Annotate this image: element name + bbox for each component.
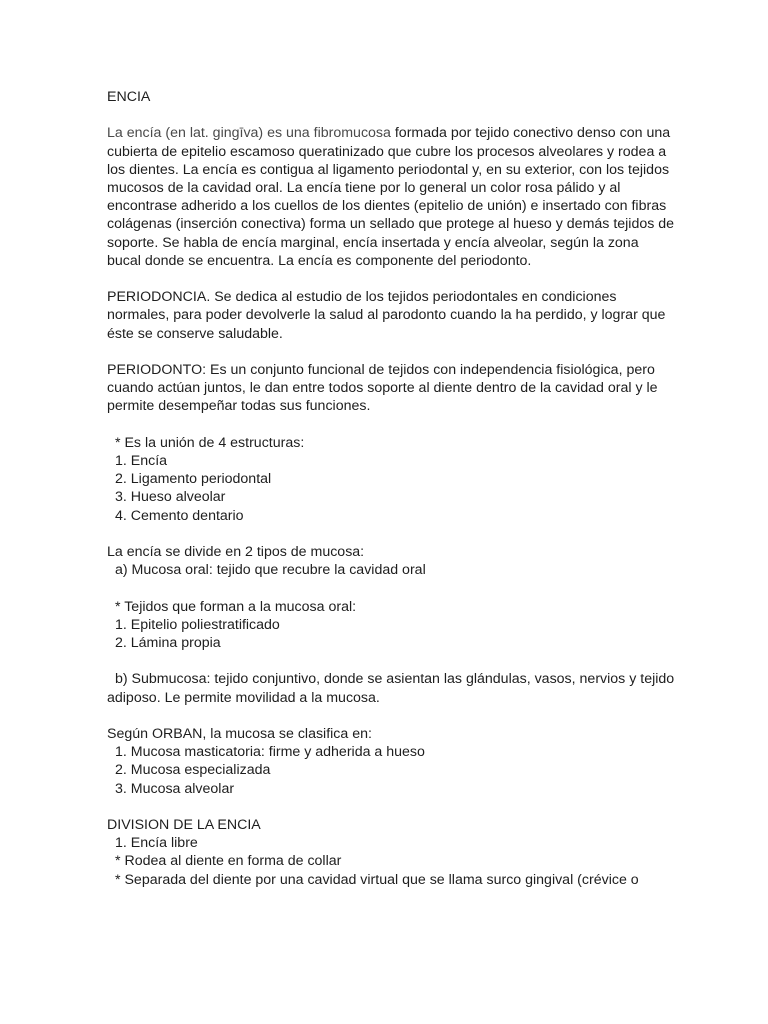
heading-encia: ENCIA <box>107 89 151 105</box>
list-item: 2. Ligamento periodontal <box>115 471 272 488</box>
paragraph-orban: Según ORBAN, la mucosa se clasifica en: 1. Mucosa masticatoria: firme y adherida a hueso 2. Mucosa especializada 3. Mucosa alveolar <box>107 725 667 798</box>
paragraph-periodoncia: PERIODONCIA. Se dedica al estudio de los tejidos periodontales en condiciones normales, para poder devolverle la salud al parodonto cuando la ha perdido, y lograr que éste se conserve saludable. <box>107 289 666 342</box>
list-item: 1. Encía <box>115 453 168 469</box>
list-item: * Rodea al diente en forma de collar <box>115 853 342 870</box>
list-item: 2. Mucosa especializada <box>115 762 271 779</box>
paragraph-periodonto: PERIODONTO: Es un conjunto funcional de tejidos con independencia fisiológica, pero cuando actúan juntos, le dan entre todos soporte al diente dentro de la cavidad oral y le permite desempeñar todas sus funciones. <box>107 362 658 415</box>
paragraph-submucosa: b) Submucosa: tejido conjuntivo, donde se asientan las glándulas, vasos, nervios y tejido adiposo. Le permite movilidad a la mucosa. <box>107 671 675 706</box>
document-page <box>107 88 675 889</box>
paragraph-encia: La encía (en lat. gingīva) es una fibromucosa formada por tejido conectivo denso con una cubierta de epitelio escamoso queratinizado que cubre los procesos alveolares y rodea a los dientes. La encía es contigua al ligamento periodontal y, en su exterior, con los tejidos mucosos de la cavidad oral. La encía tiene por lo general un color rosa pálido y al encontrase adherido a los cuellos de los dientes (epitelio de unión) e insertado con fibras colágenas (inserción conectiva) forma un sellado que protege al hueso y demás tejidos de soporte. Se habla de encía marginal, encía insertada y encía alveolar, según la zona bucal donde se encuentra. La encía es componente del periodonto. <box>107 125 675 269</box>
list-item: 1. Encía libre <box>115 835 198 852</box>
list-item: 3. Mucosa alveolar <box>115 780 235 797</box>
paragraph-mucosa: La encía se divide en 2 tipos de mucosa: a) Mucosa oral: tejido que recubre la cavidad oral <box>107 544 426 579</box>
list-item: * Tejidos que forman a la mucosa oral: <box>115 598 357 615</box>
list-item: * Separada del diente por una cavidad virtual que se llama surco gingival (crévice o <box>115 871 639 888</box>
section-division <box>107 816 667 889</box>
list-estructuras <box>107 434 667 525</box>
list-item: 4. Cemento dentario <box>115 507 244 524</box>
division-heading: DIVISION DE LA ENCIA <box>107 816 261 833</box>
list-item: 1. Epitelio poliestratificado <box>115 616 280 633</box>
fibromucosa-phrase: La encía (en lat. gingīva) es una fibromucosa <box>107 125 391 142</box>
list-item: 1. Mucosa masticatoria: firme y adherida a hueso <box>115 744 425 761</box>
list-item: * Es la unión de 4 estructuras: <box>115 434 305 451</box>
list-item: 3. Hueso alveolar <box>115 489 226 506</box>
list-tejidos <box>107 598 667 653</box>
list-item: 2. Lámina propia <box>115 635 221 651</box>
